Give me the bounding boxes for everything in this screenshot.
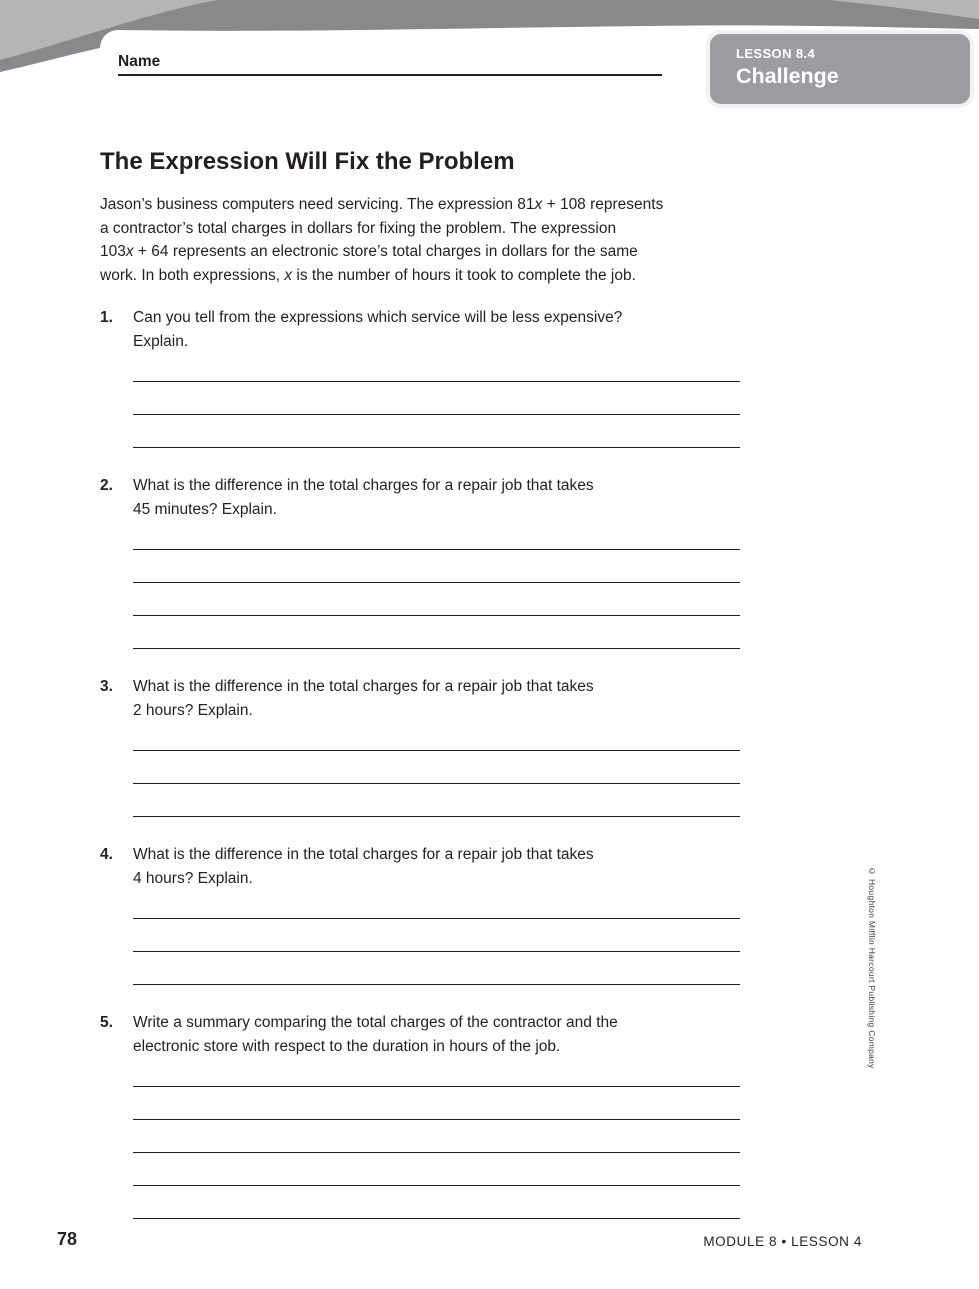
answer-line[interactable] — [133, 1186, 740, 1219]
intro-paragraph: Jason’s business computers need servicing. The expression 81x + 108 represents a contractor’s total charges in dollars for fixing the problem. The expression 103x + 64 represents an electronic store’s total charges in dollars for the same work. In both expressions, x is the number of hours it took to complete the job. — [100, 196, 664, 284]
answer-line[interactable] — [133, 583, 740, 616]
question-text: What is the difference in the total charges for a repair job that takes 4 hours? Explain. — [133, 846, 594, 887]
question-item — [100, 306, 740, 448]
answer-lines-group — [133, 349, 740, 448]
answer-line[interactable] — [133, 349, 740, 382]
name-line[interactable] — [118, 51, 662, 76]
answer-lines-group — [133, 517, 740, 649]
question-text: What is the difference in the total charges for a repair job that takes 45 minutes? Explain. — [133, 477, 594, 518]
answer-lines-group — [133, 718, 740, 817]
answer-lines-group — [133, 886, 740, 985]
page-title: The Expression Will Fix the Problem — [100, 148, 515, 175]
answer-line[interactable] — [133, 751, 740, 784]
worksheet-body — [100, 147, 740, 1245]
question-item — [100, 1011, 740, 1219]
answer-line[interactable] — [133, 718, 740, 751]
name-label: Name — [118, 53, 161, 70]
answer-line[interactable] — [133, 382, 740, 415]
question-text: Can you tell from the expressions which service will be less expensive? Explain. — [133, 309, 623, 350]
question-item — [100, 843, 740, 985]
answer-lines-group — [133, 1054, 740, 1219]
page-number: 78 — [57, 1229, 78, 1249]
lesson-type-label: Challenge — [736, 64, 839, 88]
answer-line[interactable] — [133, 919, 740, 952]
question-item — [100, 675, 740, 817]
answer-line[interactable] — [133, 952, 740, 985]
answer-line[interactable] — [133, 550, 740, 583]
answer-line[interactable] — [133, 517, 740, 550]
question-text: What is the difference in the total charges for a repair job that takes 2 hours? Explain. — [133, 678, 594, 719]
answer-line[interactable] — [133, 616, 740, 649]
lesson-badge — [706, 30, 974, 108]
question-number: 1. — [100, 309, 113, 326]
copyright-notice: © Houghton Mifflin Harcourt Publishing Company — [867, 866, 877, 1069]
answer-line[interactable] — [133, 886, 740, 919]
question-number: 4. — [100, 846, 113, 863]
question-text: Write a summary comparing the total charges of the contractor and the electronic store with respect to the duration in hours of the job. — [133, 1014, 618, 1055]
answer-line[interactable] — [133, 784, 740, 817]
answer-line[interactable] — [133, 1153, 740, 1186]
answer-line[interactable] — [133, 1120, 740, 1153]
module-lesson-label: MODULE 8 • LESSON 4 — [703, 1234, 862, 1249]
answer-line[interactable] — [133, 1054, 740, 1087]
question-number: 5. — [100, 1014, 113, 1031]
lesson-number-label: LESSON 8.4 — [736, 46, 816, 61]
answer-line[interactable] — [133, 415, 740, 448]
question-number: 2. — [100, 477, 113, 494]
questions-list — [100, 306, 740, 1219]
answer-line[interactable] — [133, 1087, 740, 1120]
question-item — [100, 474, 740, 649]
question-number: 3. — [100, 678, 113, 695]
